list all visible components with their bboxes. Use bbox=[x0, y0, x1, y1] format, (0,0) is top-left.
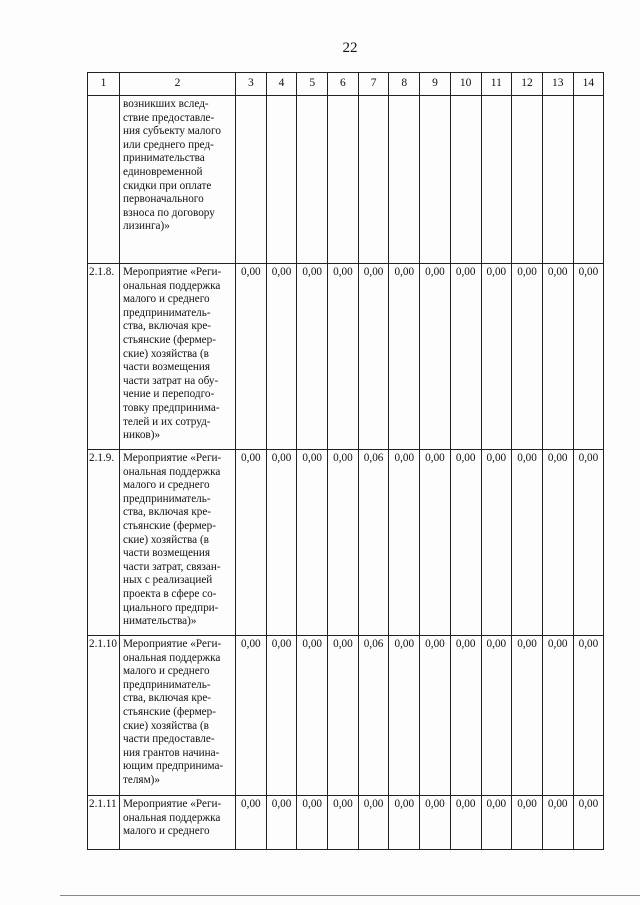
description-line: телям)» bbox=[123, 773, 160, 786]
description-line: ские) хозяйства (в bbox=[123, 533, 209, 546]
row-number: 2.1.9. bbox=[88, 450, 120, 636]
value-cell-col-6: 0,00 bbox=[328, 636, 359, 796]
value-cell-col-7: 0,00 bbox=[358, 796, 389, 850]
description-line: лизинга)» bbox=[123, 220, 170, 233]
description-line: возникших вслед- bbox=[123, 98, 209, 110]
column-header-8: 8 bbox=[389, 73, 420, 96]
value-cell-col-14: 0,00 bbox=[573, 450, 604, 636]
value-cell-col-10: 0,00 bbox=[450, 450, 481, 636]
column-header-14: 14 bbox=[573, 73, 604, 96]
value-cell-col-10 bbox=[450, 96, 481, 264]
description-line: стьянские (фермер- bbox=[123, 705, 216, 718]
value-cell-col-12: 0,00 bbox=[512, 264, 543, 450]
table-row bbox=[88, 450, 604, 636]
row-description bbox=[120, 450, 236, 636]
description-line: ния грантов начина- bbox=[123, 746, 220, 759]
description-line: Мероприятие «Реги- bbox=[123, 638, 222, 650]
description-line: взноса по договору bbox=[123, 206, 215, 219]
description-line: предприниматель- bbox=[123, 678, 211, 691]
column-header-9: 9 bbox=[420, 73, 451, 96]
table-row bbox=[88, 264, 604, 450]
value-cell-col-4: 0,00 bbox=[266, 636, 297, 796]
value-cell-col-7 bbox=[358, 96, 389, 264]
value-cell-col-4 bbox=[266, 96, 297, 264]
value-cell-col-9 bbox=[420, 96, 451, 264]
value-cell-col-12: 0,00 bbox=[512, 450, 543, 636]
value-cell-col-3 bbox=[236, 96, 267, 264]
value-cell-col-14: 0,00 bbox=[573, 636, 604, 796]
description-line: нимательства)» bbox=[123, 615, 197, 628]
value-cell-col-9: 0,00 bbox=[420, 264, 451, 450]
description-line: части затрат на обу- bbox=[123, 374, 219, 387]
row-number: 2.1.11 bbox=[88, 796, 120, 850]
value-cell-col-12: 0,00 bbox=[512, 796, 543, 850]
column-header-3: 3 bbox=[236, 73, 267, 96]
description-line: части возмещения bbox=[123, 547, 211, 560]
description-line: чение и переподго- bbox=[123, 388, 215, 401]
description-line: циального предпри- bbox=[123, 601, 219, 614]
value-cell-col-7: 0,00 bbox=[358, 264, 389, 450]
description-line: Мероприятие «Реги- bbox=[123, 798, 222, 810]
description-line: товку предпринима- bbox=[123, 401, 220, 414]
column-header-2: 2 bbox=[120, 73, 236, 96]
column-header-7: 7 bbox=[358, 73, 389, 96]
value-cell-col-14: 0,00 bbox=[573, 796, 604, 850]
value-cell-col-11: 0,00 bbox=[481, 636, 512, 796]
value-cell-col-4: 0,00 bbox=[266, 796, 297, 850]
value-cell-col-13: 0,00 bbox=[542, 796, 573, 850]
value-cell-col-8 bbox=[389, 96, 420, 264]
description-line: части возмещения bbox=[123, 361, 211, 374]
budget-table bbox=[87, 72, 604, 850]
column-header-11: 11 bbox=[481, 73, 512, 96]
description-line: принимательства bbox=[123, 152, 205, 165]
column-header-13: 13 bbox=[542, 73, 573, 96]
description-line: малого и среднего bbox=[123, 665, 210, 678]
value-cell-col-9: 0,00 bbox=[420, 450, 451, 636]
column-header-1: 1 bbox=[88, 73, 120, 96]
description-line: малого и среднего bbox=[123, 825, 210, 838]
table-row bbox=[88, 636, 604, 796]
description-line: малого и среднего bbox=[123, 293, 210, 306]
description-line: ские) хозяйства (в bbox=[123, 719, 209, 732]
row-description bbox=[120, 796, 236, 850]
description-line: стьянские (фермер- bbox=[123, 333, 216, 346]
row-number: 2.1.10 bbox=[88, 636, 120, 796]
value-cell-col-14: 0,00 bbox=[573, 264, 604, 450]
row-description bbox=[120, 264, 236, 450]
value-cell-col-5 bbox=[297, 96, 328, 264]
description-line: ские) хозяйства (в bbox=[123, 347, 209, 360]
value-cell-col-5: 0,00 bbox=[297, 636, 328, 796]
value-cell-col-9: 0,00 bbox=[420, 796, 451, 850]
description-line: проекта в сфере со- bbox=[123, 587, 217, 600]
description-line: телей и их сотруд- bbox=[123, 415, 211, 428]
value-cell-col-6: 0,00 bbox=[328, 796, 359, 850]
value-cell-col-4: 0,00 bbox=[266, 450, 297, 636]
value-cell-col-13: 0,00 bbox=[542, 264, 573, 450]
value-cell-col-3: 0,00 bbox=[236, 264, 267, 450]
description-line: первоначального bbox=[123, 193, 204, 206]
value-cell-col-3: 0,00 bbox=[236, 636, 267, 796]
row-number: 2.1.8. bbox=[88, 264, 120, 450]
value-cell-col-6: 0,00 bbox=[328, 264, 359, 450]
value-cell-col-8: 0,00 bbox=[389, 264, 420, 450]
description-line: ных с реализацией bbox=[123, 574, 213, 587]
description-line: ствие предоставле- bbox=[123, 111, 215, 124]
value-cell-col-8: 0,00 bbox=[389, 636, 420, 796]
value-cell-col-12 bbox=[512, 96, 543, 264]
value-cell-col-3: 0,00 bbox=[236, 796, 267, 850]
description-line: ональная поддержка bbox=[123, 465, 221, 478]
value-cell-col-3: 0,00 bbox=[236, 450, 267, 636]
description-line: предприниматель- bbox=[123, 306, 211, 319]
value-cell-col-5: 0,00 bbox=[297, 450, 328, 636]
description-line: ства, включая кре- bbox=[123, 692, 212, 705]
row-description bbox=[120, 636, 236, 796]
description-line: скидки при оплате bbox=[123, 179, 212, 192]
value-cell-col-13 bbox=[542, 96, 573, 264]
value-cell-col-10: 0,00 bbox=[450, 636, 481, 796]
value-cell-col-7: 0,06 bbox=[358, 636, 389, 796]
description-line: Мероприятие «Реги- bbox=[123, 452, 222, 464]
table-row bbox=[88, 796, 604, 850]
value-cell-col-6 bbox=[328, 96, 359, 264]
row-number bbox=[88, 96, 120, 264]
page-bottom-rule bbox=[60, 895, 640, 896]
value-cell-col-11: 0,00 bbox=[481, 264, 512, 450]
description-line: ства, включая кре- bbox=[123, 506, 212, 519]
page-number: 22 bbox=[342, 40, 358, 56]
value-cell-col-13: 0,00 bbox=[542, 450, 573, 636]
value-cell-col-10: 0,00 bbox=[450, 796, 481, 850]
row-description bbox=[120, 96, 236, 264]
value-cell-col-5: 0,00 bbox=[297, 796, 328, 850]
column-header-6: 6 bbox=[328, 73, 359, 96]
value-cell-col-13: 0,00 bbox=[542, 636, 573, 796]
description-line: малого и среднего bbox=[123, 479, 210, 492]
column-header-5: 5 bbox=[297, 73, 328, 96]
description-line: части предоставле- bbox=[123, 733, 215, 746]
value-cell-col-7: 0,06 bbox=[358, 450, 389, 636]
description-line: части затрат, связан- bbox=[123, 560, 221, 573]
description-line: единовременной bbox=[123, 165, 203, 178]
description-line: ников)» bbox=[123, 429, 161, 442]
value-cell-col-9: 0,00 bbox=[420, 636, 451, 796]
value-cell-col-5: 0,00 bbox=[297, 264, 328, 450]
description-line: ональная поддержка bbox=[123, 811, 221, 824]
description-line: стьянские (фермер- bbox=[123, 519, 216, 532]
table-header-row bbox=[88, 73, 604, 96]
value-cell-col-8: 0,00 bbox=[389, 796, 420, 850]
value-cell-col-6: 0,00 bbox=[328, 450, 359, 636]
description-line: ния субъекту малого bbox=[123, 125, 221, 138]
value-cell-col-11: 0,00 bbox=[481, 796, 512, 850]
description-line: ства, включая кре- bbox=[123, 320, 212, 333]
table-row bbox=[88, 96, 604, 264]
value-cell-col-4: 0,00 bbox=[266, 264, 297, 450]
column-header-10: 10 bbox=[450, 73, 481, 96]
value-cell-col-12: 0,00 bbox=[512, 636, 543, 796]
description-line: ональная поддержка bbox=[123, 279, 221, 292]
value-cell-col-10: 0,00 bbox=[450, 264, 481, 450]
value-cell-col-11: 0,00 bbox=[481, 450, 512, 636]
description-line: или среднего пред- bbox=[123, 138, 214, 151]
description-line: ональная поддержка bbox=[123, 651, 221, 664]
column-header-12: 12 bbox=[512, 73, 543, 96]
value-cell-col-14 bbox=[573, 96, 604, 264]
value-cell-col-11 bbox=[481, 96, 512, 264]
description-line: Мероприятие «Реги- bbox=[123, 266, 222, 278]
description-line: предприниматель- bbox=[123, 492, 211, 505]
column-header-4: 4 bbox=[266, 73, 297, 96]
value-cell-col-8: 0,00 bbox=[389, 450, 420, 636]
description-line: ющим предпринима- bbox=[123, 760, 224, 773]
